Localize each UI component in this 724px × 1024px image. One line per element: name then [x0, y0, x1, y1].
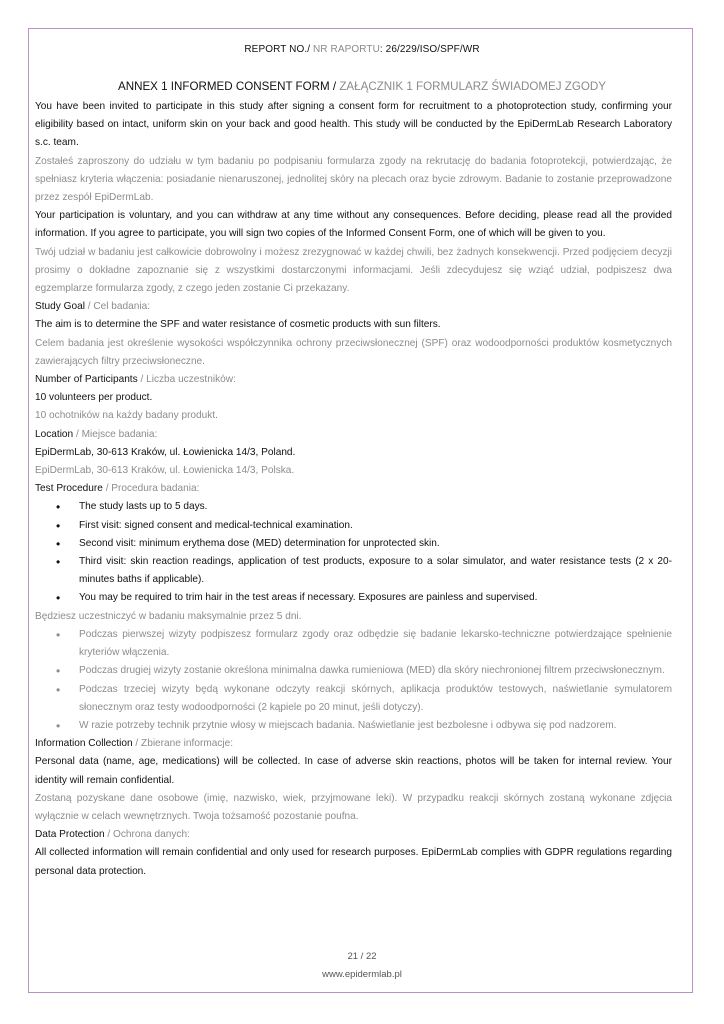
report-number: : 26/229/ISO/SPF/WR [379, 44, 480, 55]
list-item: • Third visit: skin reaction readings, application of test products, exposure to a solar simulator, and water resistance tests (2 x 20-minutes baths if applicable). [35, 553, 672, 589]
participants-heading [35, 371, 672, 389]
list-item: • W razie potrzeby technik przytnie włosy w miejscach badania. Naświetlanie jest bezbolesne i odbywa się pod nadzorem. [35, 717, 672, 735]
info-collection-en: Personal data (name, age, medications) will be collected. In case of adverse skin reactions, photos will be taken for internal review. Your identity will remain confidential. [35, 756, 672, 786]
report-label-en: REPORT NO./ [244, 44, 313, 55]
data-protection-heading-pl: / Ochrona danych: [104, 829, 190, 841]
info-collection-heading [35, 735, 672, 753]
data-protection-en: All collected information will remain confidential and only used for research purposes. EpiDermLab complies with GDPR regulations regarding personal data protection. [35, 847, 672, 877]
intro-paragraph-en-2: Your participation is voluntary, and you can withdraw at any time without any consequences. Before deciding, please read all the provided information. If you agree to participate, you will sign two copies of the Informed Consent Form, one of which will be given to you. [35, 210, 672, 240]
list-item: • Podczas pierwszej wizyty podpiszesz formularz zgody oraz odbędzie się badanie lekarsko-techniczne potwierdzające spełnienie kryteriów włączenia. [35, 626, 672, 662]
intro-paragraph-pl-1: Zostałeś zaproszony do udziału w tym badaniu po podpisaniu formularza zgody na rekrutację do badania fotoprotekcji, potwierdzając, że spełniasz kryteria włączenia: posiadanie nienaruszonej, jednolitej skóry na plecach oraz bycie zdrowym. Badanie to zostanie przeprowadzone przez zespół EpiDermLab. [35, 155, 672, 204]
procedure-list-en [35, 498, 672, 607]
study-goal-heading [35, 298, 672, 316]
study-goal-pl: Celem badania jest określenie wysokości współczynnika ochrony przeciwsłonecznej (SPF) oraz wodoodporności produktów kosmetycznych zawierających filtry przeciwsłoneczne. [35, 337, 672, 367]
location-heading [35, 426, 672, 444]
study-goal-heading-pl: / Cel badania: [84, 301, 151, 313]
study-goal-en: The aim is to determine the SPF and water resistance of cosmetic products with sun filters. [35, 319, 441, 331]
page-footer [0, 948, 724, 984]
study-goal-heading-en: Study Goal [35, 301, 85, 313]
location-pl: EpiDermLab, 30-613 Kraków, ul. Łowienicka 14/3, Polska. [35, 465, 295, 477]
intro-paragraph-pl-2: Twój udział w badaniu jest całkowicie dobrowolny i możesz zrezygnować w każdej chwili, bez żadnych konsekwencji. Przed podjęciem decyzji prosimy o dokładne zapoznanie się z wszystkimi dostarczonymi informacjami. Jeśli zdecydujesz się wziąć udział, podpiszesz dwa egzemplarze formularza zgody, z czego jeden zostanie Ci przekazany. [35, 246, 672, 295]
procedure-list-pl [35, 626, 672, 735]
participants-pl: 10 ochotników na każdy badany produkt. [35, 410, 218, 422]
report-header [0, 44, 724, 55]
data-protection-heading-en: Data Protection [35, 829, 105, 841]
intro-paragraph-en-1: You have been invited to participate in this study after signing a consent form for recruitment to a photoprotection study, confirming your eligibility based on intact, uniform skin on your back and good health. This study will be conducted by the EpiDermLab Research Laboratory s.c. team. [35, 101, 672, 149]
website-link[interactable]: www.epidermlab.pl [322, 969, 402, 980]
procedure-heading-en: Test Procedure [35, 483, 103, 495]
participants-en: 10 volunteers per product. [35, 392, 153, 404]
list-item: • Podczas trzeciej wizyty będą wykonane odczyty reakcji skórnych, aplikacja produktów testowych, naświetlanie symulatorem słonecznym oraz testy wodoodporności (2 kąpiele po 20 minut, jeśli dotyczy). [35, 681, 672, 717]
info-collection-heading-pl: / Zbierane informacje: [132, 738, 234, 750]
procedure-heading [35, 480, 672, 498]
report-label-pl: NR RAPORTU [312, 44, 380, 55]
list-item: • You may be required to trim hair in the test areas if necessary. Exposures are painless and supervised. [35, 589, 672, 607]
list-item: • The study lasts up to 5 days. [35, 498, 672, 516]
page-number: 21 / 22 [347, 951, 377, 962]
location-heading-pl: / Miejsce badania: [73, 428, 158, 440]
info-collection-pl: Zostaną pozyskane dane osobowe (imię, nazwisko, wiek, przyjmowane leki). W przypadku reakcji skórnych zostaną wykonane zdjęcia wyłącznie w celach wewnętrznych. Twoja tożsamość pozostanie poufna. [35, 792, 672, 822]
list-item: • Podczas drugiej wizyty zostanie określona minimalna dawka rumieniowa (MED) dla skóry niechronionej filtrem przeciwsłonecznym. [35, 662, 672, 680]
list-item: • First visit: signed consent and medical-technical examination. [35, 517, 672, 535]
location-en: EpiDermLab, 30-613 Kraków, ul. Łowienicka 14/3, Poland. [35, 446, 296, 458]
procedure-pl-intro: Będziesz uczestniczyć w badaniu maksymalnie przez 5 dni. [35, 610, 302, 622]
location-heading-en: Location [35, 428, 74, 440]
page-title [0, 80, 724, 93]
list-item: • Second visit: minimum erythema dose (MED) determination for unprotected skin. [35, 535, 672, 553]
info-collection-heading-en: Information Collection [35, 738, 133, 750]
procedure-heading-pl: / Procedura badania: [102, 483, 200, 495]
data-protection-heading [35, 826, 672, 844]
participants-heading-pl: / Liczba uczestników: [137, 374, 236, 386]
document-body [35, 98, 672, 881]
participants-heading-en: Number of Participants [35, 374, 138, 386]
title-en: ANNEX 1 INFORMED CONSENT FORM / [117, 80, 340, 93]
title-pl: ZAŁĄCZNIK 1 FORMULARZ ŚWIADOMEJ ZGODY [339, 80, 607, 93]
